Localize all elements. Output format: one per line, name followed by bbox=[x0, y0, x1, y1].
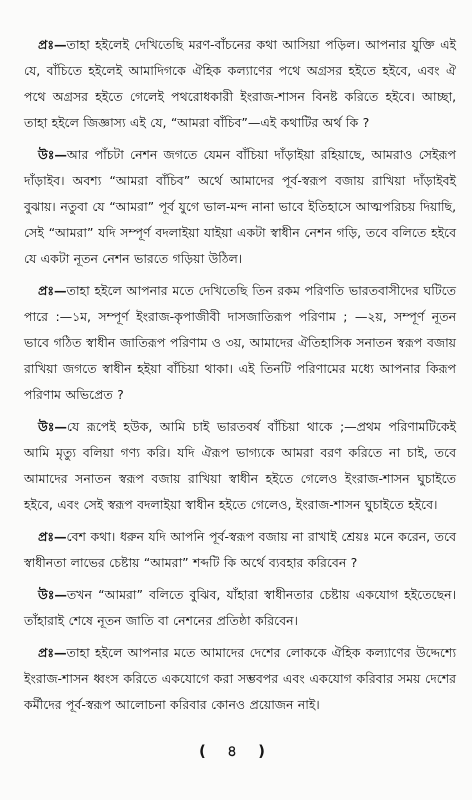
paragraph-question-1 bbox=[24, 32, 456, 136]
speaker-label: প্রঃ— bbox=[38, 645, 67, 660]
speaker-label: প্রঃ— bbox=[38, 37, 67, 52]
page-number: ( ৪ ) bbox=[199, 742, 273, 760]
paragraph-answer-2 bbox=[24, 414, 456, 518]
paragraph-text: তখন “আমরা” বলিতে বুঝিব, যাঁহারা স্বাধীনতার চেষ্টায় একযোগ হইতেছেন। তাঁহারাই শেষে নূতন জাতি বা নেশনের প্রতিষ্ঠা করিবেন। bbox=[24, 587, 456, 628]
page-body bbox=[24, 32, 456, 724]
paragraph-question-2 bbox=[24, 278, 456, 408]
paragraph-text: তাহা হইলে আপনার মতে আমাদের দেশের লোককে ঐহিক কল্যাণের উদ্দেশ্যে ইংরাজ-শাসন ধ্বংস করিতে একযোগে করা সম্ভবপর এবং একযোগ করিবার সময় দেশের কর্মীদের পূর্ব-স্বরূপ আলোচনা করিবার কোনও প্রয়োজন নাই। bbox=[24, 645, 456, 712]
paragraph-answer-1 bbox=[24, 142, 456, 272]
paragraph-answer-3 bbox=[24, 582, 456, 634]
speaker-label: উঃ— bbox=[38, 419, 67, 434]
paragraph-text: আর পাঁচটা নেশন জগতে যেমন বাঁচিয়া দাঁড়াইয়া রহিয়াছে, আমরাও সেইরূপ দাঁড়াইব। অবশ্য “আমরা বাঁচিব” অর্থে আমাদের পূর্ব-স্বরূপ বজায় রাখিয়া দাঁড়াইবই বুঝায়। নতুবা যে “আমরা” পূর্ব যুগে ভাল-মন্দ নানা ভাবে ইতিহাসে আত্মপরিচয় দিয়াছি, সেই “আমরা” যদি সম্পূর্ণ বদলাইয়া যাইয়া একটা স্বাধীন নেশন গড়ি, তবে বলিতে হইবে যে একটা নূতন নেশন ভারতে গড়িয়া উঠিল। bbox=[24, 147, 456, 266]
paragraph-text: তাহা হইলে আপনার মতে দেখিতেছি তিন রকম পরিণতি ভারতবাসীদের ঘটিতে পারে :—১ম, সম্পূর্ণ ইংরাজ-কৃপাজীবী দাসজাতিরূপ পরিণাম ; —২য়, সম্পূর্ণ নূতন ভাবে গঠিত স্বাধীন জাতিরূপ পরিণাম ও ৩য়, আমাদের ঐতিহাসিক সনাতন স্বরূপ বজায় রাখিয়া জগতে স্বাধীন হইয়া বাঁচিয়া থাকা। এই তিনটি পরিণামের মধ্যে আপনার কিরূপ পরিণাম অভিপ্রেত ? bbox=[24, 283, 456, 402]
paragraph-text: যে রূপেই হউক, আমি চাই ভারতবর্ষ বাঁচিয়া থাকে ;—প্রথম পরিণামটিকেই আমি মৃত্যু বলিয়া গণ্য করি। যদি ঐরূপ ভাগ্যকে আমরা বরণ করিতে না চাই, তবে আমাদের সনাতন স্বরূপ বজায় রাখিয়া স্বাধীন হইতে গেলেও ইংরাজ-শাসন ঘুচাইতে হইবে, এবং সেই স্বরূপ বদলাইয়া স্বাধীন হইতে গেলেও, ইংরাজ-শাসন ঘুচাইতে হইবে। bbox=[24, 419, 456, 512]
speaker-label: প্রঃ— bbox=[38, 529, 67, 544]
paragraph-question-4 bbox=[24, 640, 456, 718]
speaker-label: প্রঃ— bbox=[38, 283, 67, 298]
paragraph-text: তাহা হইলেই দেখিতেছি মরণ-বাঁচনের কথা আসিয়া পড়িল। আপনার যুক্তি এই যে, বাঁচিতে হইলেই আমাদিগকে ঐহিক কল্যাণের পথে অগ্রসর হইতে হইবে, এবং ঐ পথে অগ্রসর হইতে গেলেই পথরোধকারী ইংরাজ-শাসন বিনষ্ট করিতে হইবে। আচ্ছা, তাহা হইলে জিজ্ঞাস্য এই যে, “আমরা বাঁচিব”—এই কথাটির অর্থ কি ? bbox=[24, 37, 456, 130]
speaker-label: উঃ— bbox=[38, 587, 67, 602]
speaker-label: উঃ— bbox=[38, 147, 67, 162]
paragraph-text: বেশ কথা। ধরুন যদি আপনি পূর্ব-স্বরূপ বজায় না রাখাই শ্রেয়ঃ মনে করেন, তবে স্বাধীনতা লাভের চেষ্টায় “আমরা” শব্দটি কি অর্থে ব্যবহার করিবেন ? bbox=[24, 529, 456, 570]
paragraph-question-3 bbox=[24, 524, 456, 576]
